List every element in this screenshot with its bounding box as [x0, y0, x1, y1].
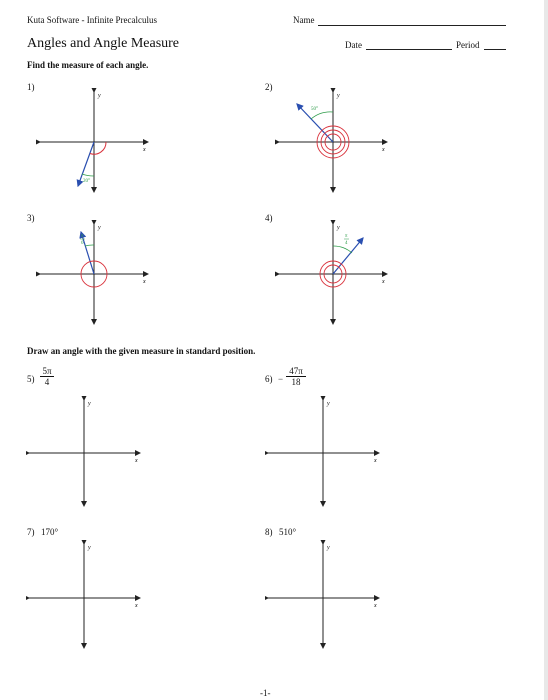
- x-axis-label: x: [382, 147, 385, 153]
- reference-arc: [333, 246, 352, 253]
- problem-5-fraction: [40, 366, 54, 387]
- y-axis-label: y: [98, 93, 101, 99]
- problem-7-number: 7): [27, 527, 35, 537]
- x-axis-label: x: [135, 458, 138, 464]
- graph-6: [265, 396, 383, 510]
- x-axis-label: x: [374, 603, 377, 609]
- problem-5-denominator: 4: [44, 377, 50, 387]
- graph-7: [26, 540, 144, 652]
- angle-label-num: π: [81, 234, 84, 239]
- name-field-line[interactable]: [318, 25, 506, 26]
- reference-arc: [85, 245, 94, 246]
- section2-instruction: Draw an angle with the given measure in standard position.: [27, 346, 256, 356]
- y-axis-label: y: [88, 545, 91, 551]
- page-edge: [544, 0, 548, 700]
- x-axis-label: x: [135, 603, 138, 609]
- problem-6-sign: −: [278, 374, 284, 384]
- problem-4-number: 4): [265, 213, 273, 223]
- problem-8-measure: 510°: [279, 527, 297, 537]
- y-axis-label: y: [337, 225, 340, 231]
- problem-6-numerator: 47π: [286, 366, 306, 377]
- graph-8: [265, 540, 383, 652]
- date-field-line[interactable]: [366, 49, 452, 50]
- graph-1: [36, 88, 152, 196]
- problem-2-number: 2): [265, 82, 273, 92]
- terminal-ray: [333, 238, 363, 274]
- page-number: -1-: [260, 688, 271, 698]
- graph-4: [275, 220, 391, 328]
- problem-7-measure: 170°: [41, 527, 59, 537]
- graph-3: [36, 220, 152, 328]
- problem-1-number: 1): [27, 82, 35, 92]
- graph-2: [275, 88, 391, 196]
- problem-3-number: 3): [27, 213, 35, 223]
- problem-6-fraction: [286, 366, 306, 387]
- angle-label-den: 6: [81, 241, 84, 246]
- x-axis-label: x: [374, 458, 377, 464]
- angle-label-den: 4: [345, 241, 348, 246]
- problem-8-number: 8): [265, 527, 273, 537]
- worksheet-title: Angles and Angle Measure: [27, 36, 180, 51]
- y-axis-label: y: [327, 545, 330, 551]
- x-axis-label: x: [143, 279, 146, 285]
- angle-label: 50°: [311, 107, 318, 112]
- software-label: Kuta Software - Infinite Precalculus: [27, 15, 157, 25]
- y-axis-label: y: [337, 93, 340, 99]
- problem-6-denominator: 18: [291, 377, 301, 387]
- problem-5-number: 5): [27, 374, 35, 384]
- section1-instruction: Find the measure of each angle.: [27, 60, 149, 70]
- angle-label: 20°: [83, 179, 90, 184]
- problem-5-numerator: 5π: [40, 366, 54, 377]
- y-axis-label: y: [98, 225, 101, 231]
- problem-6-number: 6): [265, 374, 273, 384]
- reference-arc: [311, 112, 333, 119]
- y-axis-label: y: [88, 401, 91, 407]
- period-label: Period: [456, 40, 480, 50]
- graph-5: [26, 396, 144, 510]
- date-label: Date: [345, 40, 362, 50]
- y-axis-label: y: [327, 401, 330, 407]
- angle-label-num: π: [345, 234, 348, 239]
- period-field-line[interactable]: [484, 49, 506, 50]
- reference-arc: [82, 174, 94, 176]
- x-axis-label: x: [143, 147, 146, 153]
- name-label: Name: [293, 15, 315, 25]
- x-axis-label: x: [382, 279, 385, 285]
